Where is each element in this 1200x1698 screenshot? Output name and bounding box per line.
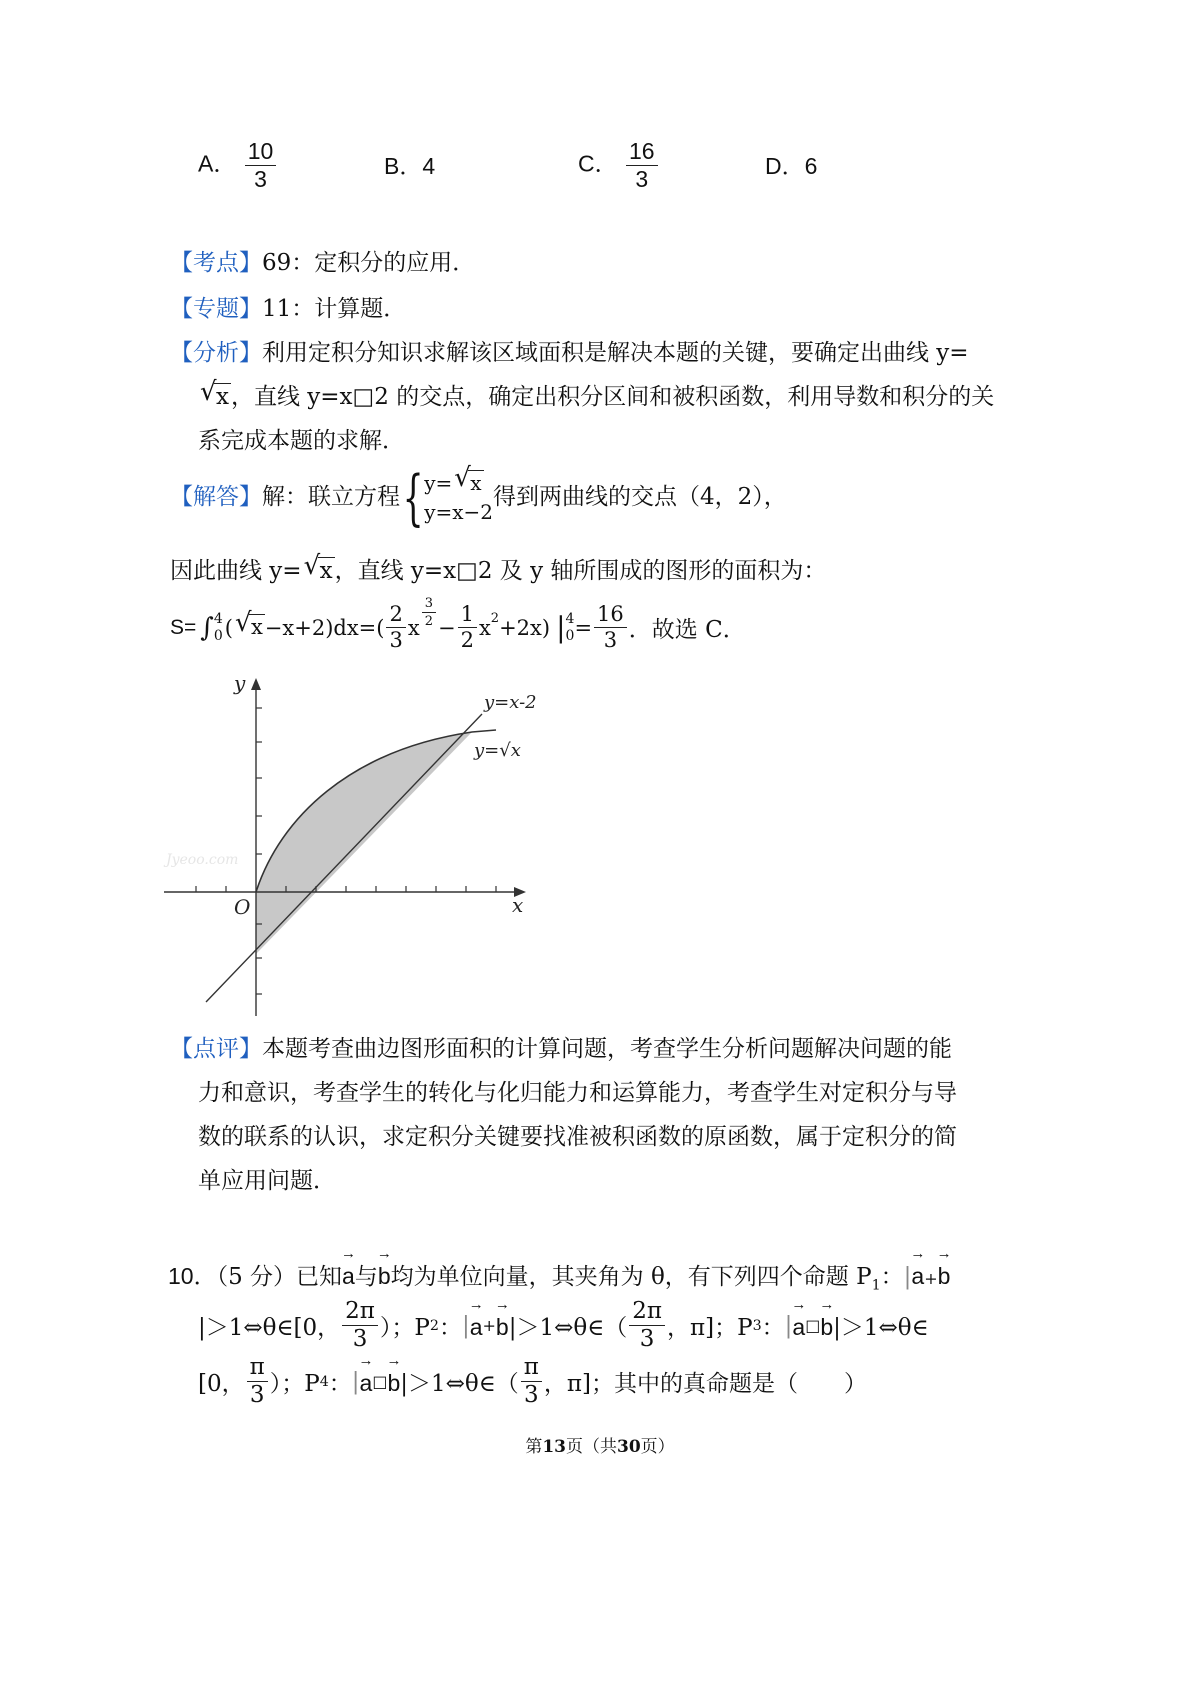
vector-a	[791, 1296, 807, 1341]
formula-exp2: 2	[490, 611, 500, 626]
line-y-x-2	[206, 714, 482, 1002]
y-axis-arrow	[251, 678, 261, 690]
radical-sign: √	[454, 463, 471, 493]
jieda-post: 得到两曲线的交点（4，2），	[493, 484, 787, 510]
footer-post: 页）	[640, 1437, 675, 1457]
q10-p3-label: ，π]；P	[666, 1315, 753, 1341]
option-c-den: 3	[635, 166, 649, 192]
fenxi-line3	[198, 422, 405, 455]
vector-a-letter: a	[792, 1314, 806, 1340]
option-d-label: D．	[765, 153, 805, 179]
option-c-label: C．	[578, 150, 618, 177]
frac-two-thirds	[386, 604, 405, 651]
origin-label: O	[234, 895, 251, 919]
radical-sign: √	[234, 608, 252, 639]
formula-x2: x	[478, 615, 491, 640]
vector-arrow: →	[494, 1296, 510, 1313]
vector-a	[358, 1352, 374, 1397]
eval-limits	[566, 611, 575, 645]
p2-sub: 2	[429, 1317, 439, 1334]
dianping-text-2: 力和意识，考查学生的转化与化归能力和运算能力，考查学生对定积分与导	[198, 1080, 957, 1106]
q10-line3	[198, 1352, 868, 1408]
frac-pi-3	[521, 1356, 542, 1407]
p3-sub: 3	[752, 1317, 762, 1334]
jieda-line2-arg: x	[319, 558, 333, 584]
dianping-text-3: 数的联系的认识，求定积分关键要找准被积函数的原函数，属于定积分的简	[198, 1124, 957, 1150]
jieda-line2-sqrt	[303, 551, 335, 586]
q10-colon: ：	[761, 1315, 785, 1341]
vector-arrow: →	[910, 1245, 926, 1262]
option-a-num: 10	[245, 140, 277, 166]
vector-arrow: →	[936, 1245, 952, 1262]
frac-den: 3	[524, 1382, 539, 1408]
q10-p4-label: ）；P	[269, 1371, 320, 1397]
vector-b	[494, 1296, 510, 1341]
plus-sign: +	[482, 1316, 496, 1335]
q10-p3-interval: [0，	[198, 1371, 245, 1397]
f1-num: 2	[386, 604, 405, 628]
formula-paren: (	[224, 615, 233, 640]
q10-ending: ，π]；其中的真命题是（ ）	[543, 1371, 868, 1397]
eq1-arg: x	[470, 471, 482, 495]
option-a-label: A．	[198, 150, 237, 177]
vector-b-letter: b	[937, 1263, 951, 1289]
option-b	[384, 148, 435, 181]
equation-2: y=x−2	[424, 500, 494, 524]
eval-lower: 0	[565, 627, 575, 644]
frac-2pi-3	[342, 1300, 378, 1351]
dianping-line3	[198, 1118, 957, 1151]
frac-den: 3	[352, 1326, 368, 1352]
q10-p2-condition: |＞1⇔θ∈（	[508, 1315, 628, 1341]
integral-upper: 4	[213, 610, 223, 627]
curve-label: y=√x	[474, 740, 521, 761]
line-label: y=x-2	[484, 692, 537, 713]
jieda-pre: 解：联立方程	[262, 484, 400, 510]
fenxi-sqrt	[200, 377, 231, 412]
equation-rows	[424, 463, 494, 527]
frac-one-half	[458, 604, 477, 651]
frac-num: 2π	[342, 1300, 378, 1326]
frac-pi-3	[247, 1356, 268, 1407]
vector-b-letter: b	[495, 1314, 509, 1340]
result-fraction	[594, 604, 627, 651]
vector-a-letter: a	[911, 1263, 925, 1289]
jieda-line1	[170, 463, 787, 533]
f2-den: 2	[460, 628, 474, 652]
dianping-text-4: 单应用问题．	[198, 1168, 336, 1194]
f1-den: 3	[389, 628, 403, 652]
formula-sqrt-arg: x	[250, 615, 263, 640]
frac-num: π	[521, 1356, 542, 1382]
abs-bar: |	[351, 1368, 360, 1395]
q10-p3-condition: |＞1⇔θ∈	[833, 1315, 929, 1341]
vector-arrow: →	[358, 1352, 374, 1369]
formula-x1: x	[407, 615, 420, 640]
q10-p4-condition: |＞1⇔θ∈（	[400, 1371, 519, 1397]
dianping-text-1: 本题考查曲边图形面积的计算问题，考查学生分析问题解决问题的能	[262, 1036, 952, 1062]
vector-arrow: →	[791, 1296, 807, 1313]
frac-num: π	[247, 1356, 268, 1382]
minus-box: □	[372, 1372, 388, 1391]
vector-arrow: →	[819, 1296, 835, 1313]
option-a-den: 3	[254, 166, 267, 192]
result-den: 3	[603, 628, 618, 652]
vector-a	[341, 1245, 357, 1290]
zhuanti-text: 11：计算题．	[262, 296, 407, 322]
f2-num: 1	[458, 604, 477, 628]
vector-a-letter: a	[359, 1370, 373, 1396]
formula-conclusion: ．故选 C．	[628, 617, 746, 643]
p4-sub: 4	[319, 1373, 329, 1390]
vector-b-letter: b	[820, 1314, 834, 1340]
vector-arrow: →	[376, 1245, 392, 1262]
frac-num: 2π	[629, 1300, 665, 1326]
area-formula	[170, 596, 746, 652]
frac-den: 3	[639, 1326, 655, 1352]
equation-1	[424, 463, 493, 498]
q10-pre: （5 分）已知	[216, 1264, 343, 1290]
equation-system	[400, 463, 494, 533]
vector-arrow: →	[341, 1245, 357, 1262]
formula-rest: −x+2)dx=(	[264, 615, 385, 640]
fenxi-sqrt-arg: x	[216, 384, 229, 410]
dianping-line2	[198, 1074, 957, 1107]
area-figure	[160, 668, 550, 1028]
eval-bar: |	[556, 611, 566, 644]
x-ticks	[196, 886, 496, 892]
option-c	[578, 140, 660, 191]
vector-b	[819, 1296, 835, 1341]
vector-a-letter: a	[469, 1314, 483, 1340]
vector-a	[468, 1296, 484, 1341]
exp-num: 3	[422, 597, 436, 613]
vector-arrow: →	[386, 1352, 402, 1369]
shaded-region	[256, 732, 472, 954]
option-d	[765, 148, 817, 181]
fenxi-line1-text: 利用定积分知识求解该区域面积是解决本题的关键，要确定出曲线 y=	[262, 340, 969, 366]
vector-b	[376, 1245, 392, 1290]
footer-pre: 第	[525, 1437, 543, 1457]
formula-eq: =	[574, 615, 593, 640]
fenxi-line2-text: ，直线 y=x□2 的交点，确定出积分区间和被积函数，利用导数和积分的关	[230, 384, 995, 410]
formula-s: S=	[170, 615, 197, 639]
footer-total-pages: 30	[617, 1437, 641, 1457]
kaodian-line	[170, 244, 475, 277]
option-c-fraction	[626, 140, 658, 191]
q10-colon: ：	[880, 1264, 904, 1290]
zhuanti-tag: 【专题】	[170, 296, 262, 322]
q10-colon: ：	[328, 1371, 352, 1397]
minus-box: □	[805, 1316, 821, 1335]
q10-colon: ：	[438, 1315, 462, 1341]
vector-a-letter: a	[342, 1263, 355, 1289]
integral-lower: 0	[213, 627, 223, 644]
fenxi-line3-text: 系完成本题的求解．	[198, 428, 405, 454]
footer-mid: 页（共	[566, 1437, 617, 1457]
vector-a	[910, 1245, 926, 1290]
vector-b	[386, 1352, 402, 1397]
zhuanti-line	[170, 290, 406, 323]
vector-b-letter: b	[377, 1263, 391, 1289]
fenxi-tag: 【分析】	[170, 340, 262, 366]
jieda-tag: 【解答】	[170, 484, 262, 510]
watermark: Jyeoo.com	[166, 852, 239, 868]
brace: {	[402, 463, 424, 533]
q10-number: 10．	[168, 1263, 217, 1289]
radical-sign: √	[303, 551, 321, 581]
vector-b	[936, 1245, 952, 1290]
eq1-sqrt	[454, 463, 483, 498]
plus-sign: +	[924, 1269, 938, 1288]
frac-2pi-3	[629, 1300, 665, 1351]
y-axis-label: y	[234, 671, 246, 695]
p1-sub: 1	[871, 1277, 881, 1294]
page-footer	[0, 1432, 1200, 1457]
formula-minus: −	[437, 615, 456, 640]
exponent-three-halves	[422, 597, 436, 628]
dianping-line1	[170, 1030, 952, 1063]
integral-limits	[214, 611, 223, 645]
q10-line2	[198, 1296, 929, 1352]
fenxi-line2	[198, 378, 994, 412]
formula-tail: +2x)	[499, 615, 551, 640]
jieda-line2-pre: 因此曲线 y=	[170, 558, 302, 584]
option-b-label: B．	[384, 153, 423, 179]
abs-bar-left: |	[903, 1264, 912, 1290]
option-a	[198, 140, 278, 191]
kaodian-tag: 【考点】	[170, 250, 262, 276]
dianping-tag: 【点评】	[170, 1036, 262, 1062]
q10-p2-label: ）；P	[379, 1315, 430, 1341]
eval-upper: 4	[565, 610, 575, 627]
jieda-line2-post: ，直线 y=x□2 及 y 轴所围成的图形的面积为：	[334, 558, 827, 584]
result-num: 16	[594, 604, 627, 628]
q10-yu: 与	[354, 1264, 378, 1290]
q10-p1-condition: |＞1⇔θ∈[0，	[198, 1315, 341, 1341]
vector-arrow: →	[468, 1296, 484, 1313]
kaodian-text: 69：定积分的应用．	[262, 250, 476, 276]
radical-sign: √	[200, 377, 217, 407]
frac-den: 3	[249, 1382, 265, 1408]
footer-page-number: 13	[542, 1437, 566, 1457]
option-d-value: 6	[804, 153, 818, 179]
fenxi-line1	[170, 334, 969, 367]
formula-sqrt	[234, 608, 265, 640]
option-b-value: 4	[422, 153, 436, 179]
abs-bar: |	[784, 1312, 793, 1339]
eq1-lhs: y=	[424, 471, 453, 495]
exp-den: 2	[424, 614, 433, 629]
abs-bar: |	[461, 1312, 470, 1339]
jieda-line2	[170, 552, 826, 586]
integral-sign: ∫	[200, 612, 214, 643]
vector-b-letter: b	[387, 1370, 401, 1396]
q10-line1	[168, 1245, 952, 1294]
dianping-line4	[198, 1162, 336, 1195]
q10-mid: 均为单位向量，其夹角为 θ，有下列四个命题 P	[390, 1264, 872, 1290]
option-c-num: 16	[626, 140, 658, 166]
x-axis-label: x	[512, 893, 524, 917]
option-a-fraction	[245, 140, 277, 191]
